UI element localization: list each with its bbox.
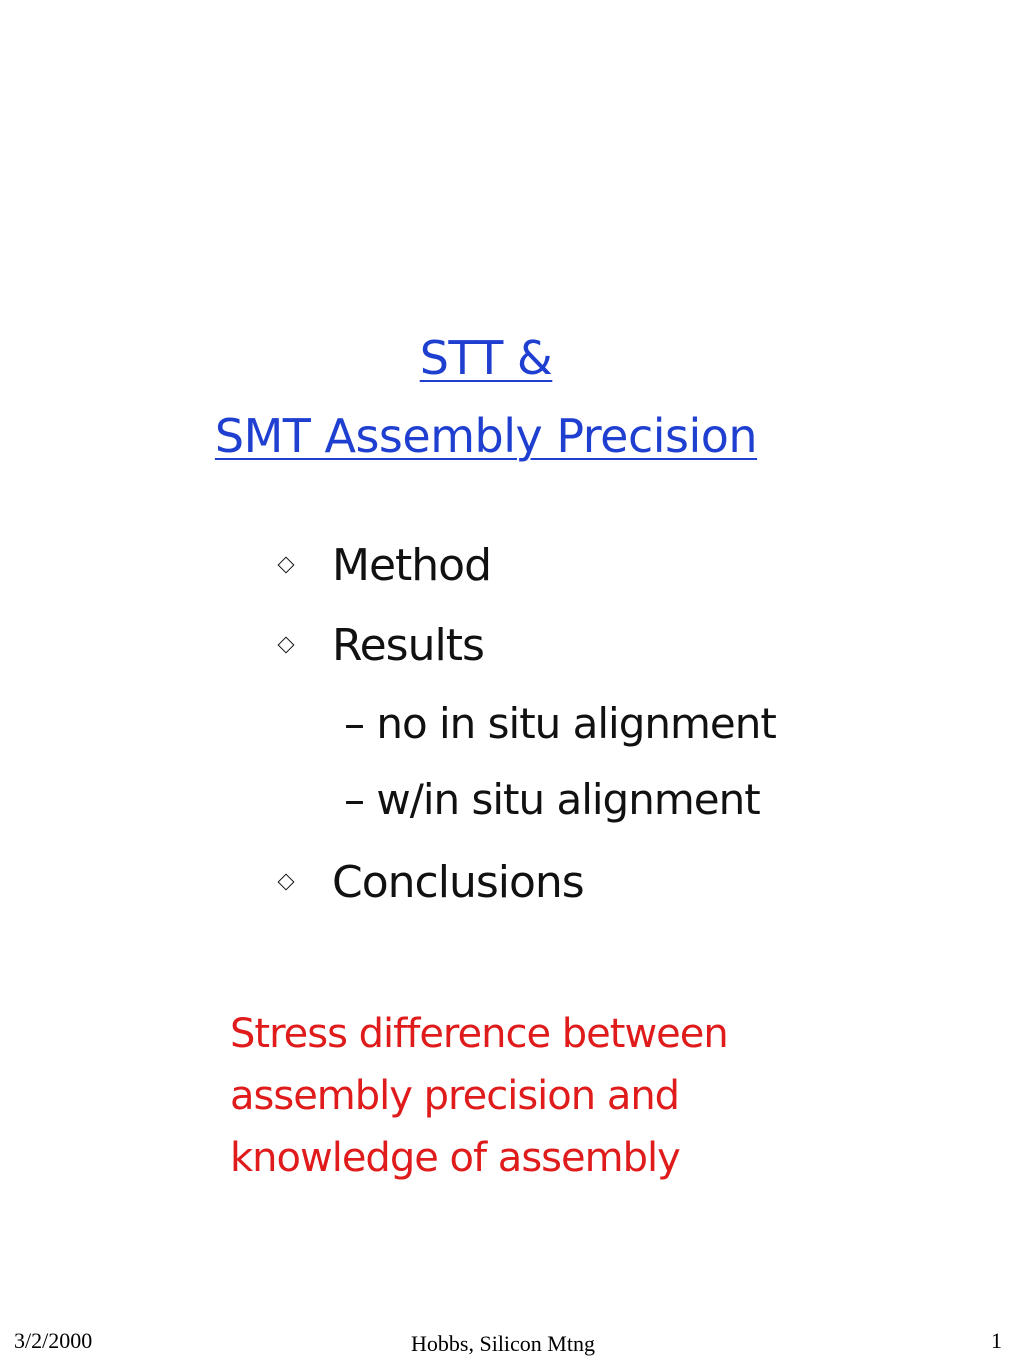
- footer-author-meeting: Hobbs, Silicon Mtng: [411, 1331, 595, 1356]
- slide-title-line-2: [0, 400, 972, 472]
- bullet-label: Method: [332, 539, 492, 591]
- note-line: assembly precision and: [230, 1073, 680, 1119]
- note-line: Stress difference between: [230, 1011, 728, 1057]
- slide-title-line-1: [0, 322, 972, 394]
- bullet-label: Conclusions: [332, 856, 584, 908]
- footer-page-number: 1: [991, 1328, 1002, 1353]
- diamond-bullet-icon: [278, 874, 295, 891]
- bullet-item-conclusions: [272, 852, 584, 912]
- bullet-item-method: [272, 535, 491, 595]
- slide-title-text-1: STT &: [419, 331, 553, 385]
- diamond-bullet-icon: [278, 637, 295, 654]
- note-line: knowledge of assembly: [230, 1135, 680, 1181]
- sub-item-with-in-situ: – w/in situ alignment: [344, 775, 760, 824]
- footer-date: 3/2/2000: [14, 1328, 93, 1353]
- sub-item-no-in-situ: – no in situ alignment: [344, 699, 776, 748]
- slide-title-text-2: SMT Assembly Precision: [214, 409, 758, 463]
- diamond-bullet-icon: [278, 557, 295, 574]
- bullet-label: Results: [332, 619, 484, 671]
- bullet-item-results: [272, 615, 484, 675]
- emphasis-note: [230, 1003, 930, 1189]
